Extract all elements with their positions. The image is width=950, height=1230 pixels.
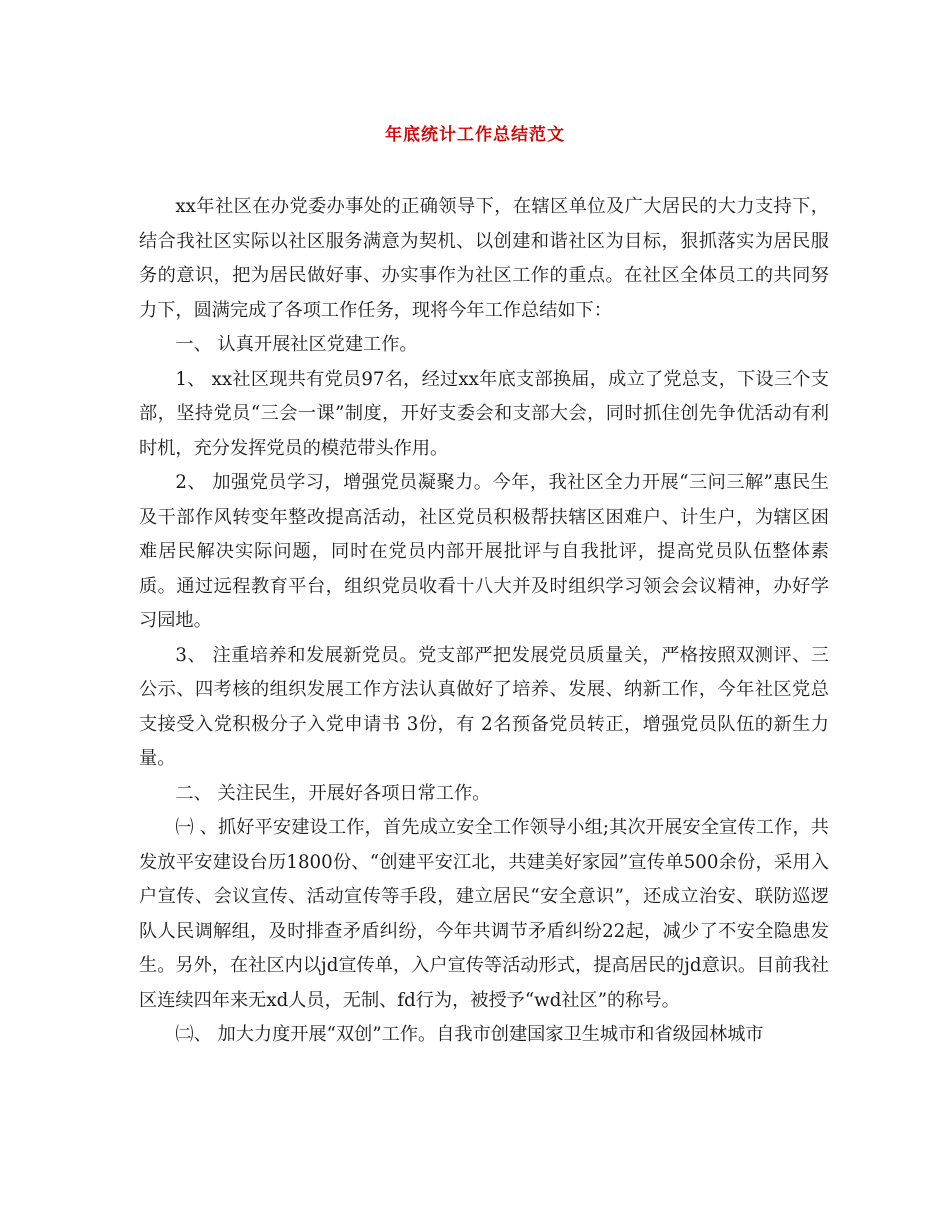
paragraph-intro: xx年社区在办党委办事处的正确领导下，在辖区单位及广大居民的大力支持下，结合我社区实际以社区服务满意为契机、以创建和谐社区为目标，狠抓落实为居民服务的意识，把为居民做好事、办实事作为社区工作的重点。在社区全体员工的共同努力下，圆满完成了各项工作任务，现将今年工作总结如下：: [139, 196, 829, 321]
document-title: 年底统计工作总结范文: [385, 125, 565, 145]
paragraph-item-3: 3、 注重培养和发展新党员。党支部严把发展党员质量关，严格按照双测评、三公示、四考核的组织发展工作方法认真做好了培养、发展、纳新工作，今年社区党总支接受入党积极分子入党申请书 3份，有 2名预备党员转正，增强党员队伍的新生力量。: [139, 644, 829, 769]
section-heading-livelihood: 二、 关注民生，开展好各项日常工作。: [175, 782, 491, 804]
document-body: [139, 190, 829, 1053]
paragraph-safety-work: ㈠ 、抓好平安建设工作，首先成立安全工作领导小组;其次开展安全宣传工作，共发放平安建设台历1800份、“创建平安江北，共建美好家园”宣传单500余份，采用入户宣传、会议宣传、活动宣传等手段，建立居民“安全意识”，还成立治安、联防巡逻队人民调解组，及时排查矛盾纠纷，今年共调节矛盾纠纷22起，减少了不安全隐患发生。另外，在社区内以jd宣传单，入户宣传等活动形式，提高居民的jd意识。目前我社区连续四年来无xd人员，无制、fd行为，被授予“wd社区”的称号。: [139, 817, 829, 1011]
paragraph-item-2: 2、 加强党员学习，增强党员凝聚力。今年，我社区全力开展“三问三解”惠民生及干部作风转变年整改提高活动，社区党员积极帮扶辖区困难户、计生户，为辖区困难居民解决实际问题，同时在党员内部开展批评与自我批评，提高党员队伍整体素质。通过远程教育平台，组织党员收看十八大并及时组织学习领会会议精神，办好学习园地。: [139, 472, 829, 631]
paragraph-item-1: 1、 xx社区现共有党员97名，经过xx年底支部换届，成立了党总支，下设三个支部，坚持党员“三会一课”制度，开好支委会和支部大会，同时抓住创先争优活动有利时机，充分发挥党员的模范带头作用。: [139, 368, 829, 459]
paragraph-double-creation: ㈡、 加大力度开展“双创”工作。自我市创建国家卫生城市和省级园林城市: [175, 1024, 764, 1045]
section-heading-party-building: 一、 认真开展社区党建工作。: [175, 334, 418, 355]
